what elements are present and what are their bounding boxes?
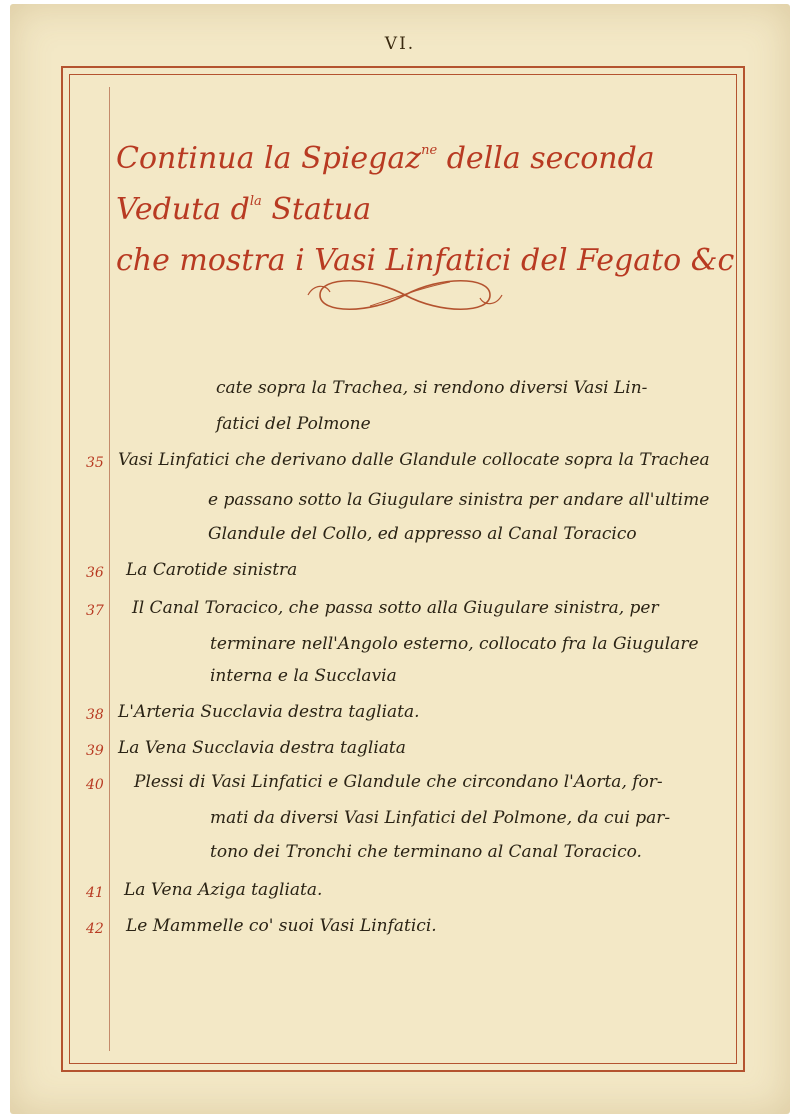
entry-number: 40 xyxy=(86,777,104,793)
entry-text-line: Vasi Linfatici che derivano dalle Glandule collocate sopra la Trachea xyxy=(118,450,710,470)
title-line-1: Continua la Spiegaz$^{ne}$ della seconda Veduta $d^{la}$ Statua xyxy=(116,141,655,227)
entry-text-line: Il Canal Toracico, che passa sotto alla Giugulare sinistra, per xyxy=(132,598,659,618)
entry-text-line: Glandule del Collo, ed appresso al Canal Toracico xyxy=(208,524,637,544)
entry-text-line: cate sopra la Trachea, si rendono diversi Vasi Lin- xyxy=(216,378,648,398)
entry-number: 39 xyxy=(86,743,104,759)
entry-number: 36 xyxy=(86,565,104,581)
entry-text-line: L'Arteria Succlavia destra tagliata. xyxy=(118,702,420,722)
entry-text-line: tono dei Tronchi che terminano al Canal Toracico. xyxy=(210,842,642,862)
entry-text-line: e passano sotto la Giugulare sinistra per andare all'ultime xyxy=(208,490,710,510)
entry-text-line: interna e la Succlavia xyxy=(210,666,397,686)
entry-number: 37 xyxy=(86,603,104,619)
entry-text-line: Plessi di Vasi Linfatici e Glandule che circondano l'Aorta, for- xyxy=(134,772,663,792)
entry-number: 41 xyxy=(86,885,104,901)
entry-text-line: mati da diversi Vasi Linfatici del Polmone, da cui par- xyxy=(210,808,671,828)
entry-number: 38 xyxy=(86,707,104,723)
entry-number: 35 xyxy=(86,455,104,471)
entry-text-line: terminare nell'Angolo esterno, collocato fra la Giugulare xyxy=(210,634,699,654)
entry-text-line: La Vena Aziga tagliata. xyxy=(124,880,323,900)
entry-text-line: La Vena Succlavia destra tagliata xyxy=(118,738,406,758)
entry-text-line: fatici del Polmone xyxy=(216,414,371,434)
entry-text-line: La Carotide sinistra xyxy=(126,560,298,580)
title-line-2: che mostra i Vasi Linfatici del Fegato &c xyxy=(116,243,735,278)
entry-number: 42 xyxy=(86,921,104,937)
entry-text-line: Le Mammelle co' suoi Vasi Linfatici. xyxy=(126,916,437,936)
page-number: VI. xyxy=(384,34,416,54)
